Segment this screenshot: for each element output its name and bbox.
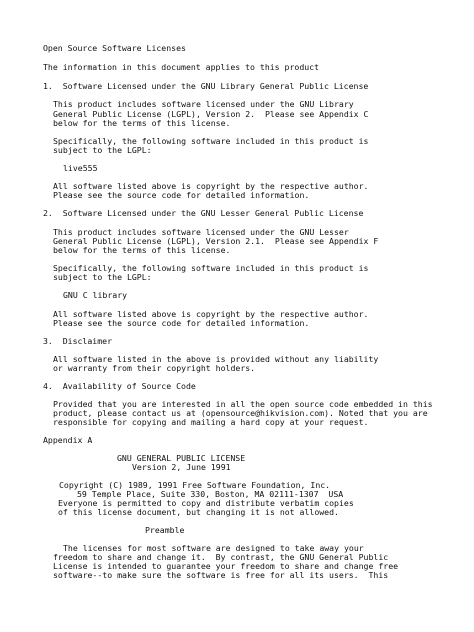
section-1-line: below for the terms of this license. bbox=[53, 118, 231, 128]
copyright-line: Copyright (C) 1989, 1991 Free Software Foundation, Inc. bbox=[59, 480, 331, 490]
section-4-line: Provided that you are interested in all the open source code embedded in this bbox=[53, 399, 433, 409]
section-2-heading: 2. Software Licensed under the GNU Lesser General Public License bbox=[43, 208, 364, 218]
preamble-line: freedom to share and change it. By contrast, the GNU General Public bbox=[53, 552, 389, 562]
software-item-live555: live555 bbox=[63, 163, 98, 173]
license-title: GNU GENERAL PUBLIC LICENSE bbox=[117, 453, 246, 463]
section-2-line: This product includes software licensed under the GNU Lesser bbox=[53, 227, 349, 237]
preamble-line: License is intended to guarantee your freedom to share and change free bbox=[53, 561, 399, 571]
section-1-line: General Public License (LGPL), Version 2. Please see Appendix C bbox=[53, 109, 369, 119]
section-1-heading: 1. Software Licensed under the GNU Library General Public License bbox=[43, 81, 369, 91]
appendix-heading: Appendix A bbox=[43, 435, 93, 445]
section-3-line: All software listed in the above is provided without any liability bbox=[53, 354, 379, 364]
section-2-line: All software listed above is copyright by the respective author. bbox=[53, 309, 369, 319]
document-title: Open Source Software Licenses bbox=[43, 43, 186, 53]
section-4-line: responsible for copying and mailing a hard copy at your request. bbox=[53, 417, 369, 427]
preamble-heading: Preamble bbox=[145, 525, 185, 535]
preamble-line: software--to make sure the software is free for all its users. This bbox=[53, 570, 389, 580]
section-2-line: Specifically, the following software included in this product is bbox=[53, 263, 369, 273]
section-3-heading: 3. Disclaimer bbox=[43, 336, 113, 346]
section-2-line: below for the terms of this license. bbox=[53, 245, 231, 255]
license-permission-line: of this license document, but changing it is not allowed. bbox=[58, 507, 339, 517]
section-2-line: General Public License (LGPL), Version 2.1. Please see Appendix F bbox=[53, 236, 379, 246]
foundation-address: 59 Temple Place, Suite 330, Boston, MA 02111-1307 USA bbox=[77, 489, 344, 499]
license-version: Version 2, June 1991 bbox=[132, 462, 231, 472]
section-1-line: This product includes software licensed under the GNU Library bbox=[53, 99, 354, 109]
section-1-line: Please see the source code for detailed information. bbox=[53, 190, 310, 200]
section-4-heading: 4. Availability of Source Code bbox=[43, 381, 196, 391]
section-1-line: All software listed above is copyright by the respective author. bbox=[53, 181, 369, 191]
section-2-line: Please see the source code for detailed information. bbox=[53, 318, 310, 328]
section-1-line: Specifically, the following software included in this product is bbox=[53, 136, 369, 146]
section-2-line: subject to the LGPL: bbox=[53, 272, 152, 282]
section-1-line: subject to the LGPL: bbox=[53, 145, 152, 155]
section-4-line: product, please contact us at (opensource@hikvision.com). Noted that you are bbox=[53, 408, 428, 418]
preamble-line: The licenses for most software are designed to take away your bbox=[63, 543, 364, 553]
section-3-line: or warranty from their copyright holders. bbox=[53, 363, 256, 373]
license-permission-line: Everyone is permitted to copy and distribute verbatim copies bbox=[58, 498, 354, 508]
software-item-gnu-c-library: GNU C library bbox=[63, 290, 128, 300]
product-note: The information in this document applies to this product bbox=[43, 62, 320, 72]
